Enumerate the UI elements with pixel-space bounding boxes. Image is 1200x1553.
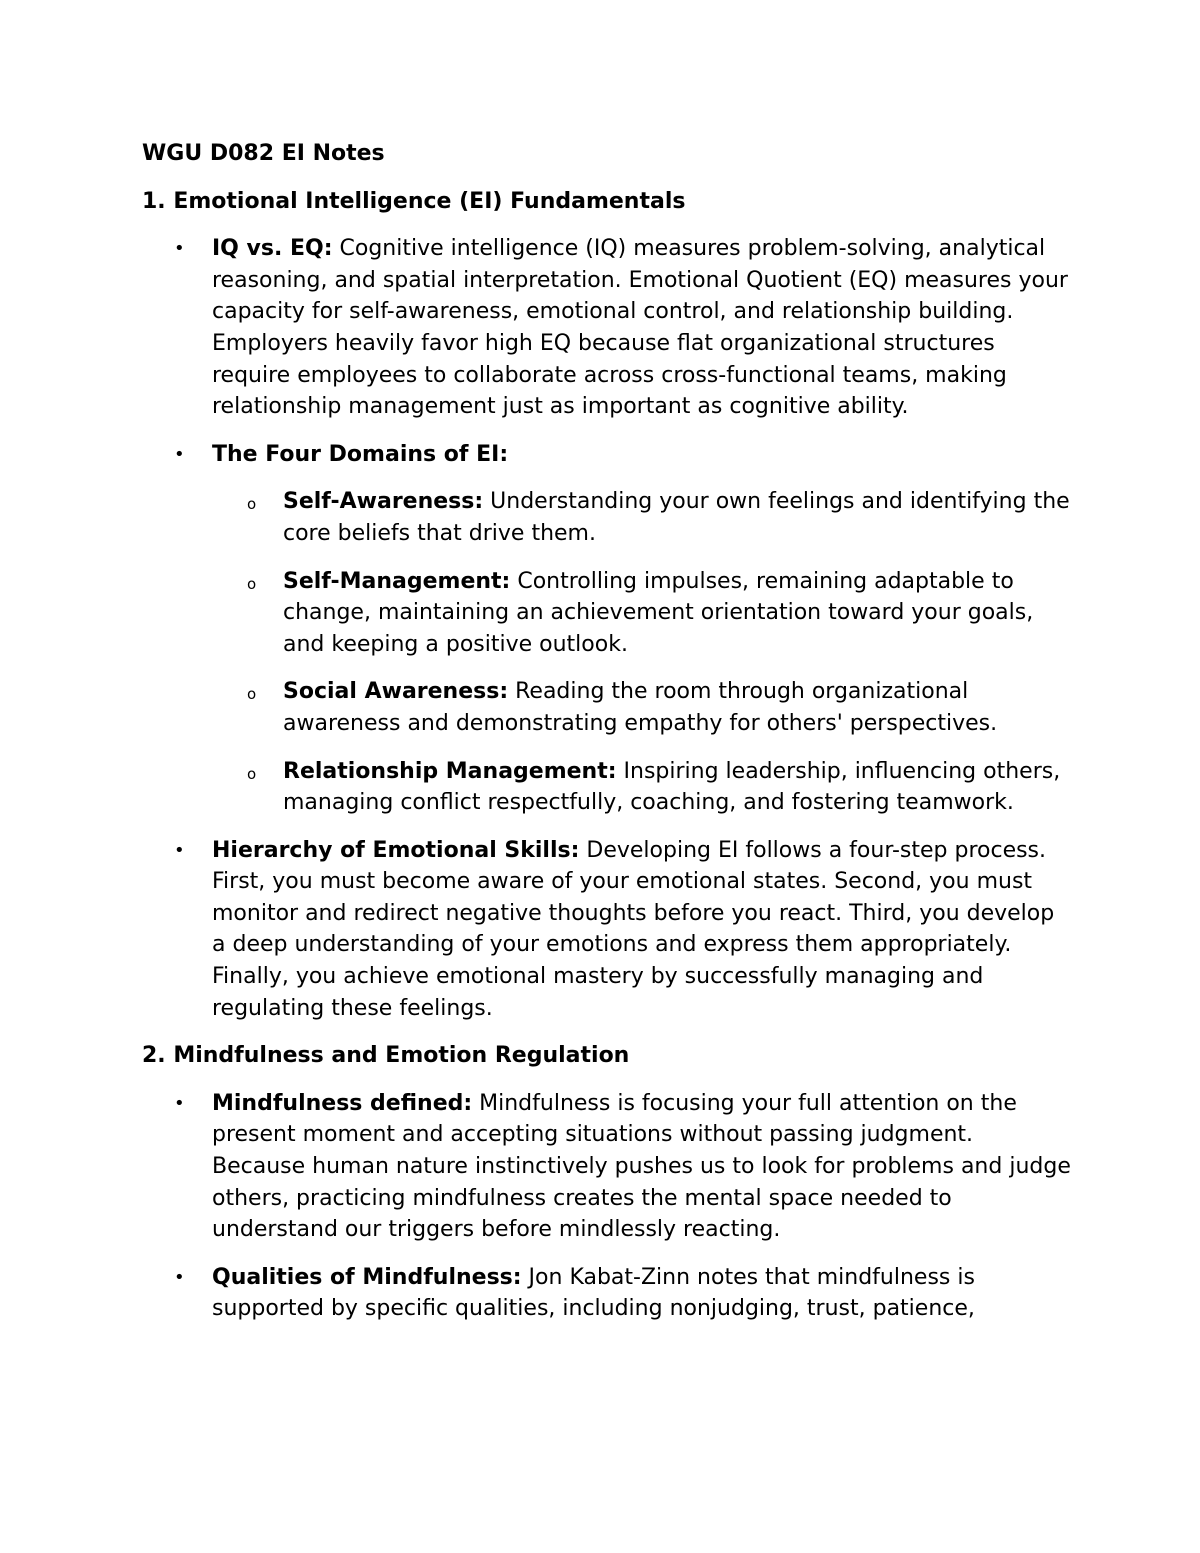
subitem-text: Controlling impulses, remaining adaptable to change, maintaining an achievement orientation toward your goals, and keeping a positive outlook. bbox=[283, 568, 1034, 657]
list-item bbox=[174, 233, 1072, 423]
bullet-icon: • bbox=[174, 1266, 185, 1288]
item-text: Jon Kabat-Zinn notes that mindfulness is supported by specific qualities, including nonjudging, trust, patience, bbox=[212, 1264, 975, 1322]
item-label: Qualities of Mindfulness: bbox=[212, 1264, 522, 1290]
list-item bbox=[174, 1088, 1072, 1246]
bullet-icon: • bbox=[174, 839, 185, 861]
item-label: Mindfulness defined: bbox=[212, 1090, 473, 1116]
subitem-label: Self-Management: bbox=[283, 568, 511, 594]
sub-list-item bbox=[247, 756, 1072, 819]
item-label: Hierarchy of Emotional Skills: bbox=[212, 837, 580, 863]
section-heading-mindfulness: 2. Mindfulness and Emotion Regulation bbox=[142, 1043, 630, 1069]
item-text: Developing EI follows a four-step process. First, you must become aware of your emotional states. Second, you must monitor and redirect negative thoughts before you react. Third, you develop a deep understanding of your emotions and express them appropriately. Finally, you achieve emotional mastery by successfully managing and regulating these feelings. bbox=[212, 837, 1055, 1021]
subitem-label: Relationship Management: bbox=[283, 758, 617, 784]
subitem-text: Inspiring leadership, influencing others, managing conflict respectfully, coaching, and fostering teamwork. bbox=[283, 758, 1061, 816]
bullet-icon: • bbox=[174, 238, 185, 260]
document-content bbox=[142, 138, 1072, 1341]
subitem-text: Understanding your own feelings and identifying the core beliefs that drive them. bbox=[283, 489, 1070, 546]
item-text: Mindfulness is focusing your full attention on the present moment and accepting situations without passing judgment. Because human nature instinctively pushes us to look for problems and judge others, practicing mindfulness creates the mental space needed to understand our triggers before mindlessly reacting. bbox=[212, 1090, 1071, 1243]
list-item bbox=[174, 1262, 1072, 1325]
sub-list-item bbox=[247, 676, 1072, 739]
bullet-icon: • bbox=[174, 443, 185, 465]
subitem-text: Reading the room through organizational awareness and demonstrating empathy for others' perspectives. bbox=[283, 679, 998, 736]
circle-bullet-icon: o bbox=[247, 495, 257, 514]
sublist-four-domains bbox=[212, 486, 1072, 818]
bullet-icon: • bbox=[174, 1092, 185, 1114]
section-list-ei-fundamentals bbox=[142, 233, 1072, 1024]
section-heading-ei-fundamentals: 1. Emotional Intelligence (EI) Fundamentals bbox=[142, 188, 686, 214]
sub-list-item bbox=[247, 566, 1072, 661]
subitem-label: Social Awareness: bbox=[283, 679, 509, 705]
circle-bullet-icon: o bbox=[247, 574, 257, 593]
document-title: WGU D082 EI Notes bbox=[142, 141, 385, 166]
item-text: Cognitive intelligence (IQ) measures problem-solving, analytical reasoning, and spatial interpretation. Emotional Quotient (EQ) measures your capacity for self-awareness, emotional control, and relationship building. Employers heavily favor high EQ because flat organizational structures require employees to collaborate across cross-functional teams, making relationship management just as important as cognitive ability. bbox=[212, 236, 1068, 420]
item-label: IQ vs. EQ: bbox=[212, 236, 333, 262]
section-list-mindfulness bbox=[142, 1088, 1072, 1325]
circle-bullet-icon: o bbox=[247, 685, 257, 704]
list-item bbox=[174, 439, 1072, 819]
item-label: The Four Domains of EI: bbox=[212, 441, 509, 467]
sub-list-item bbox=[247, 486, 1072, 549]
circle-bullet-icon: o bbox=[247, 764, 257, 783]
subitem-label: Self-Awareness: bbox=[283, 489, 484, 515]
list-item bbox=[174, 835, 1072, 1025]
